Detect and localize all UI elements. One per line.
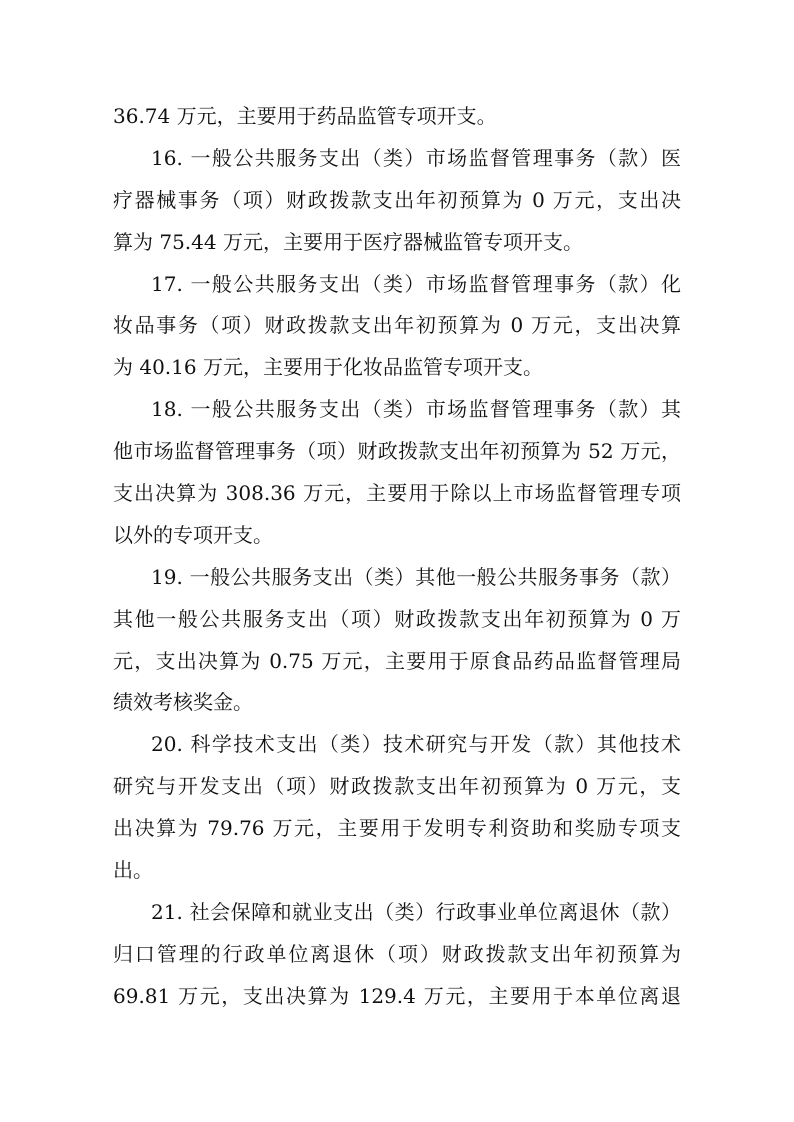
paragraph (113, 557, 681, 725)
text-line: 17. 一般公共服务支出（类）市场监督管理事务（款）化 (151, 271, 681, 296)
paragraph (113, 892, 681, 1018)
text-line: 妆品事务（项）财政拨款支出年初预算为 0 万元，支出决算 (113, 313, 681, 338)
paragraph (113, 96, 681, 138)
text-line: 绩效考核奖金。 (113, 690, 253, 715)
text-line: 19. 一般公共服务支出（类）其他一般公共服务事务（款） (151, 564, 681, 589)
text-line: 以外的专项开支。 (113, 522, 273, 547)
paragraph (113, 724, 681, 892)
text-line: 为 40.16 万元，主要用于化妆品监管专项开支。 (113, 355, 543, 380)
text-line: 他市场监督管理事务（项）财政拨款支出年初预算为 52 万元， (113, 439, 681, 464)
text-line: 归口管理的行政单位离退休（项）财政拨款支出年初预算为 (113, 941, 681, 966)
text-line: 18. 一般公共服务支出（类）市场监督管理事务（款）其 (151, 397, 681, 422)
document-page (113, 96, 681, 1018)
text-line: 出。 (113, 858, 153, 883)
text-line: 69.81 万元，支出决算为 129.4 万元，主要用于本单位离退 (113, 983, 681, 1008)
paragraph (113, 138, 681, 264)
text-line: 20. 科学技术支出（类）技术研究与开发（款）其他技术 (151, 732, 681, 757)
text-line: 16. 一般公共服务支出（类）市场监督管理事务（款）医 (151, 145, 681, 170)
text-line: 其他一般公共服务支出（项）财政拨款支出年初预算为 0 万 (113, 606, 681, 631)
paragraph (113, 264, 681, 390)
text-line: 元，支出决算为 0.75 万元，主要用于原食品药品监督管理局 (113, 648, 681, 673)
text-line: 出决算为 79.76 万元，主要用于发明专利资助和奖励专项支 (113, 816, 681, 841)
text-line: 疗器械事务（项）财政拨款支出年初预算为 0 万元，支出决 (113, 187, 681, 212)
text-line: 36.74 万元，主要用于药品监管专项开支。 (113, 104, 497, 128)
text-line: 支出决算为 308.36 万元，主要用于除以上市场监督管理专项 (113, 481, 681, 506)
text-line: 算为 75.44 万元，主要用于医疗器械监管专项开支。 (113, 229, 583, 254)
text-line: 研究与开发支出（项）财政拨款支出年初预算为 0 万元，支 (113, 774, 681, 799)
paragraph (113, 389, 681, 557)
text-line: 21. 社会保障和就业支出（类）行政事业单位离退休（款） (151, 899, 681, 924)
